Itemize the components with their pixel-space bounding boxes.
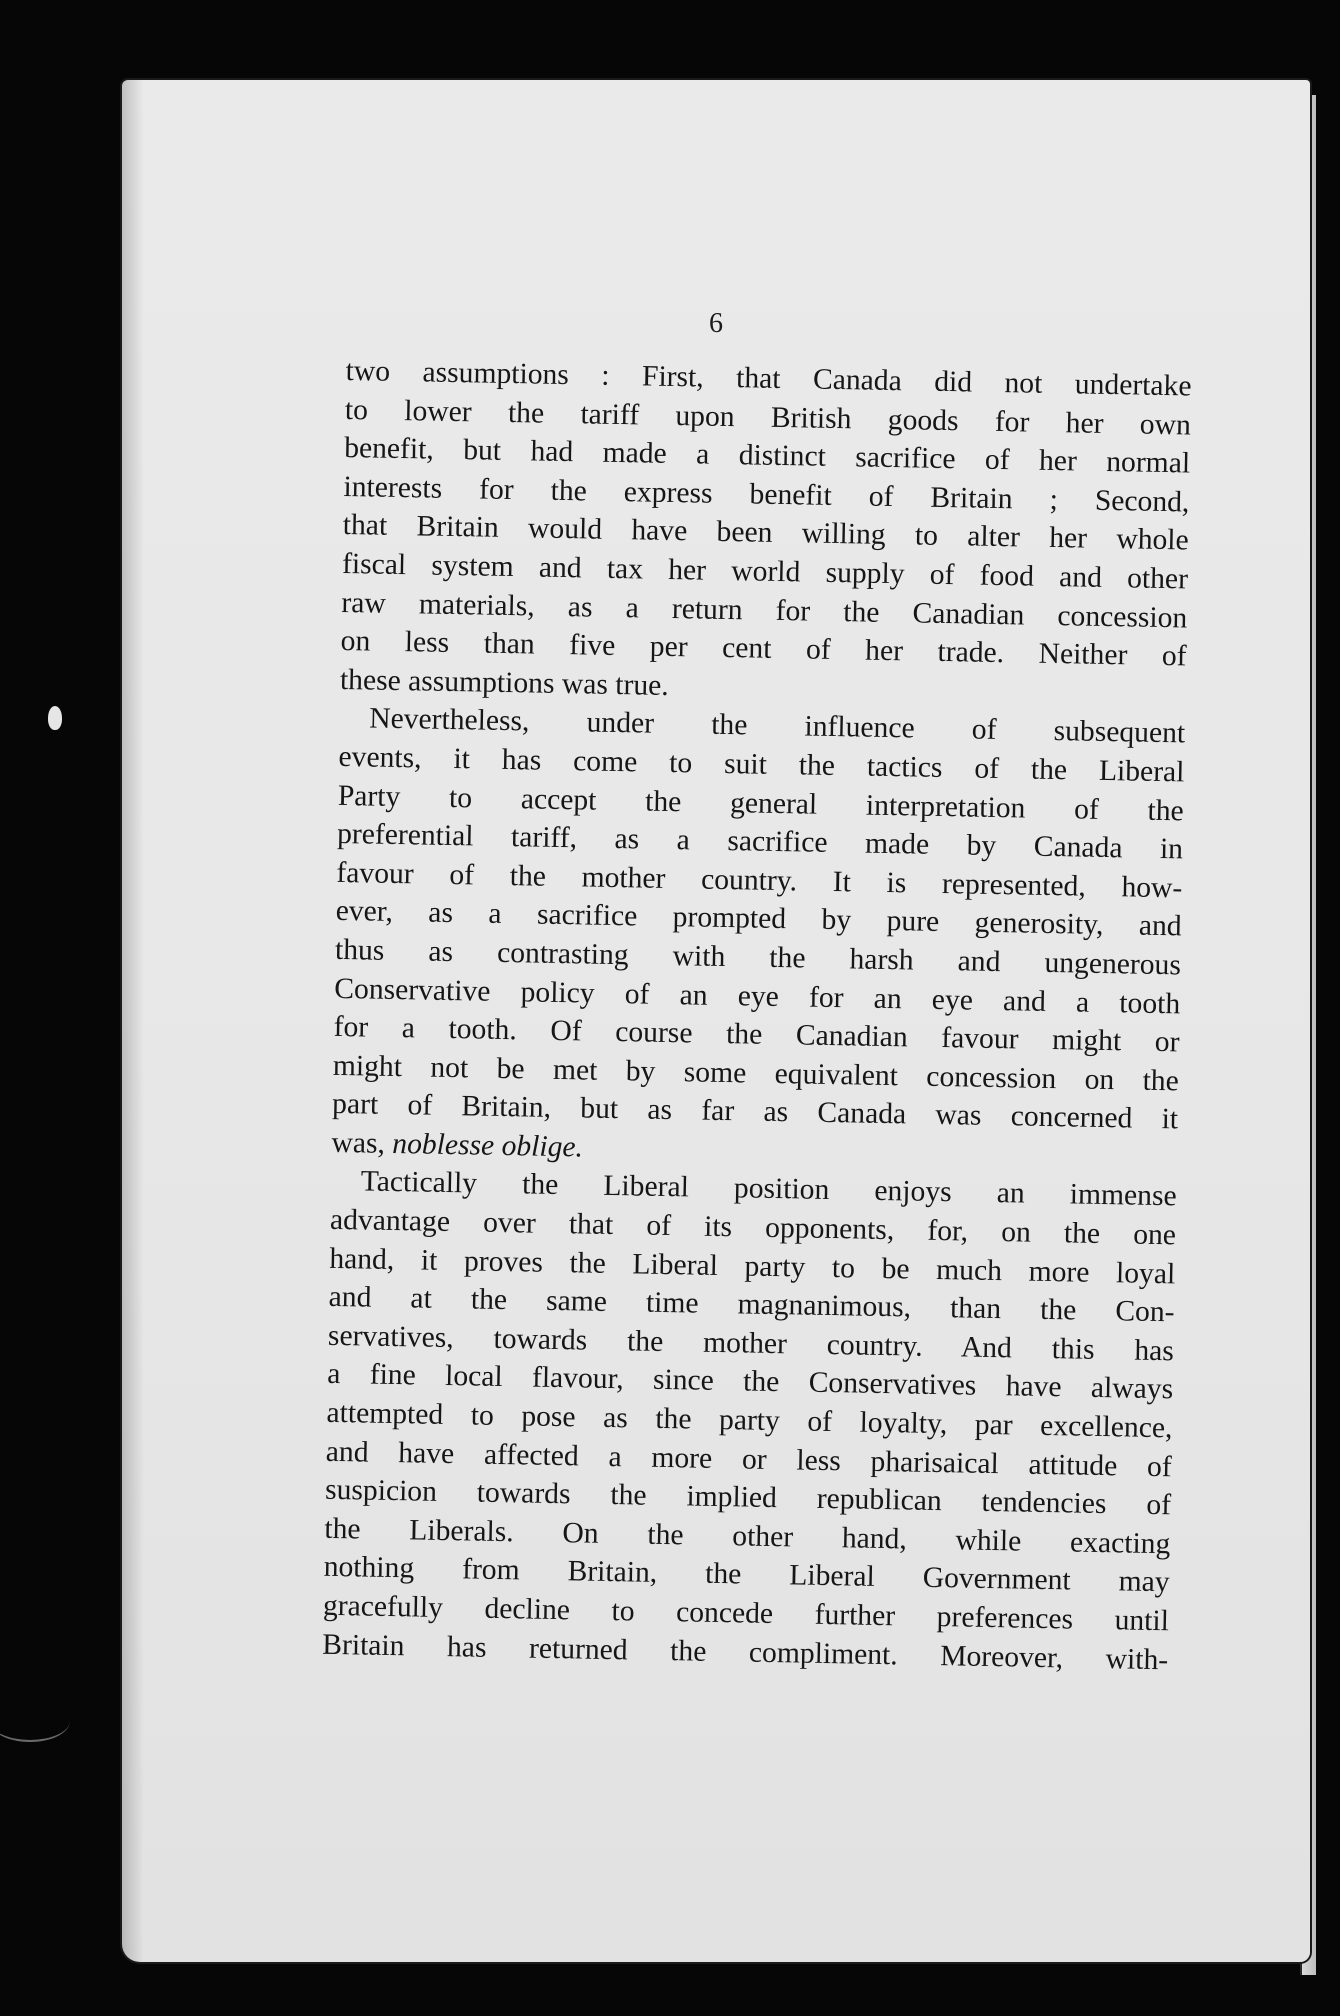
text-line-content: might not be met by some equivalent concession on the (332, 1049, 1180, 1098)
page-number: 6 (709, 308, 723, 339)
text-line-content: gracefully decline to concede further preferences until (322, 1589, 1170, 1638)
text-line-content: hand, it proves the Liberal party to be much more loyal (329, 1242, 1176, 1291)
italic-phrase: noblesse oblige. (392, 1127, 584, 1164)
text-line-content: Conservative policy of an eye for an eye and a tooth (334, 972, 1181, 1020)
text-line-content: two assumptions : First, that Canada did not undertake (345, 354, 1192, 403)
text-line-content: was, (331, 1126, 393, 1160)
text-line-content: these assumptions was true. (339, 663, 670, 702)
text-line-content: Party to accept the general interpretation of the (337, 779, 1185, 827)
text-line-content: a fine local flavour, since the Conservatives have always (326, 1358, 1174, 1406)
text-line-content: advantage over that of its opponents, for, on the one (329, 1203, 1177, 1252)
text-line-content: interests for the express benefit of Britain ; Second, (343, 470, 1190, 519)
text-line-content: fiscal system and tax her world supply of food and other (341, 547, 1189, 596)
text-line-content: favour of the mother country. It is represented, how- (336, 856, 1183, 905)
text-line-content: ever, as a sacrifice prompted by pure generosity, and (335, 895, 1182, 943)
text-line-content: part of Britain, but as far as Canada was concerned it (331, 1088, 1179, 1136)
text-line-content: Britain has returned the compliment. Moreover, with- (322, 1628, 1169, 1676)
text-line-content: servatives, towards the mother country. And this has (327, 1319, 1175, 1368)
text-line-content: that Britain would have been willing to alter her whole (342, 509, 1189, 557)
text-line-content: benefit, but had made a distinct sacrifice of her normal (343, 432, 1191, 480)
text-line-content: for a tooth. Of course the Canadian favour might or (333, 1010, 1180, 1059)
text-line-content: raw materials, as a return for the Canadian concession (341, 586, 1188, 635)
body-text (322, 352, 1192, 1679)
text-line-content: suspicion towards the implied republican tendencies of (324, 1474, 1172, 1522)
page-edge-mark (48, 706, 62, 730)
text-line-content: nothing from Britain, the Liberal Government may (323, 1551, 1170, 1599)
text-line-content: on less than five per cent of her trade. Neither of (340, 625, 1187, 673)
book-page (122, 80, 1310, 1962)
text-line-content: attempted to pose as the party of loyalty, par excellence, (326, 1396, 1173, 1445)
text-line-content: Tactically the Liberal position enjoys an immense (360, 1165, 1177, 1213)
text-line-content: and have affected a more or less pharisaical attitude of (325, 1435, 1173, 1483)
text-line-content: Nevertheless, under the influence of subsequent (368, 702, 1186, 750)
text-line-content: preferential tariff, as a sacrifice made by Canada in (336, 818, 1184, 866)
text-line-content: to lower the tariff upon British goods for her own (344, 393, 1192, 442)
text-line-content: thus as contrasting with the harsh and ungenerous (334, 933, 1182, 982)
text-line-content: and at the same time magnanimous, than the Con- (328, 1281, 1175, 1329)
text-line-content: the Liberals. On the other hand, while exacting (324, 1512, 1171, 1561)
text-line-content: events, it has come to suit the tactics of the Liberal (338, 740, 1185, 789)
page-edge-curve (0, 1700, 70, 1742)
